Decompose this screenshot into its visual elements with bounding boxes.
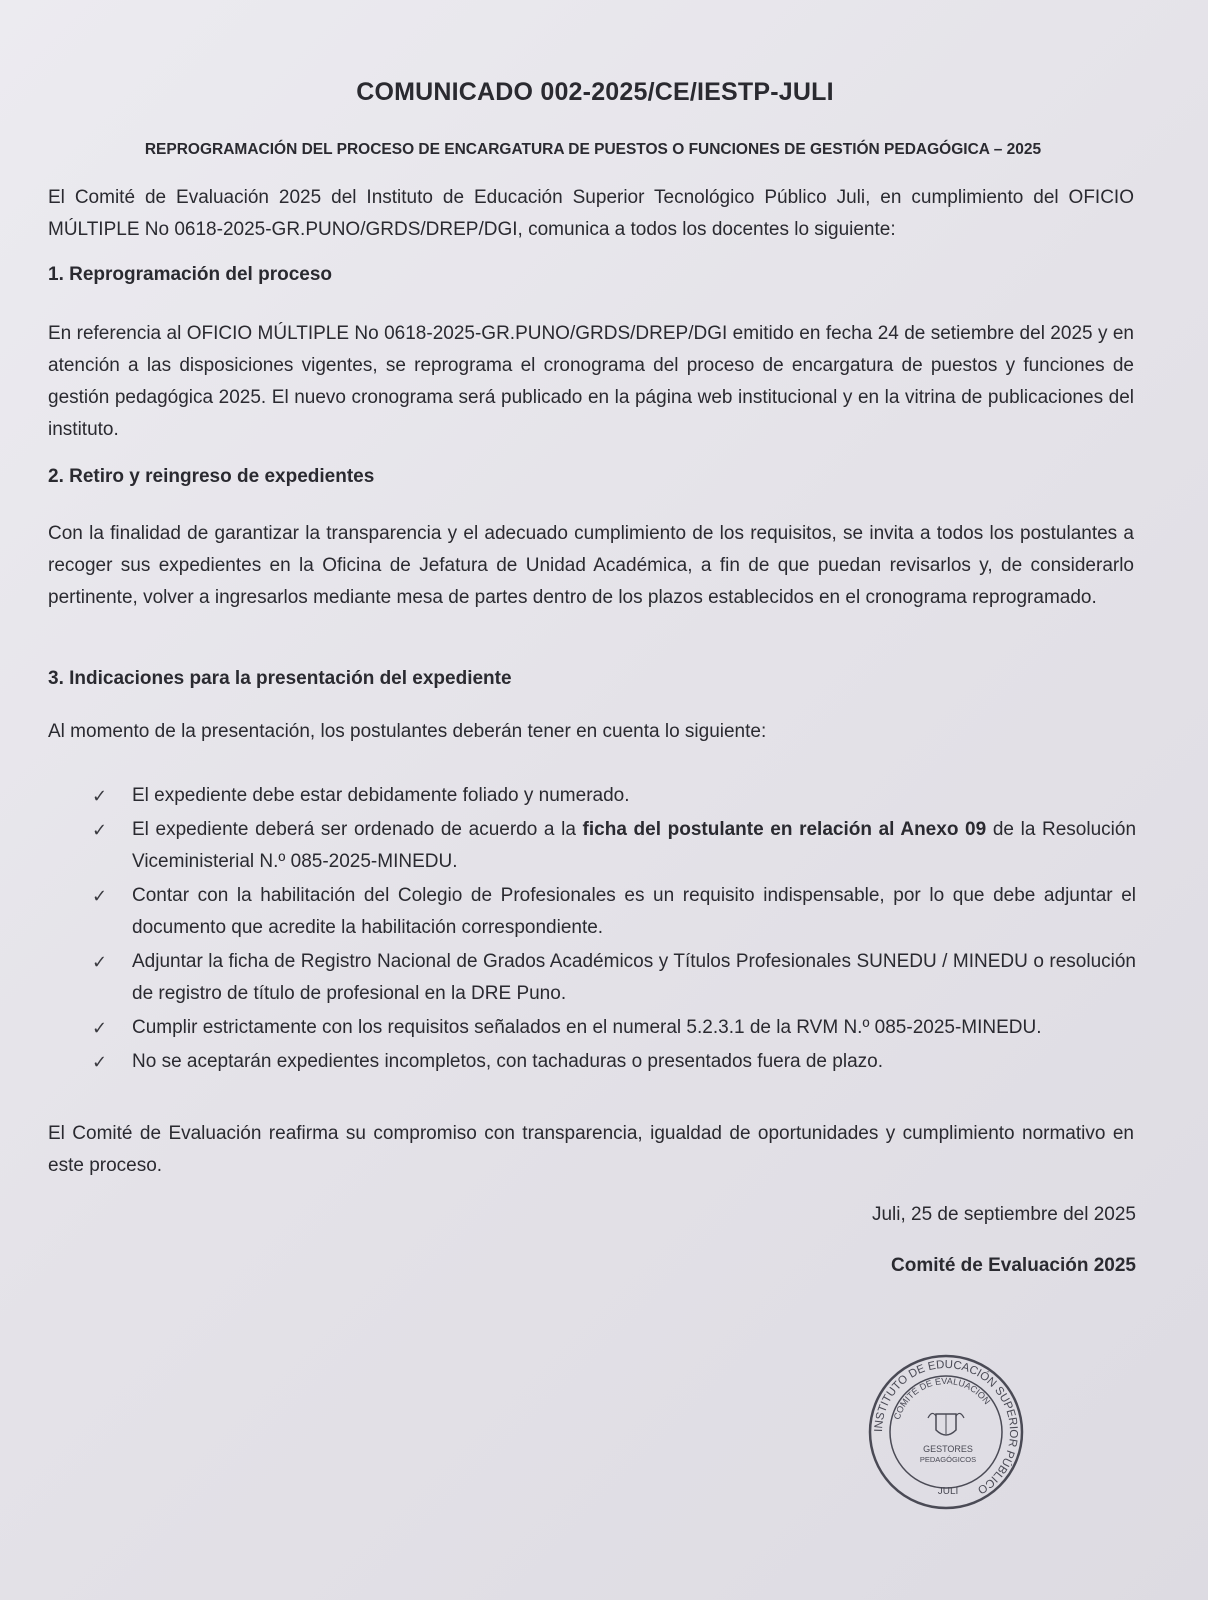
checkmark-icon: ✓ — [92, 1018, 108, 1038]
signature-line: Comité de Evaluación 2025 — [891, 1255, 1136, 1276]
checklist-item — [92, 946, 1136, 1010]
checklist-item-text-after: de la Resolución Viceministerial N.º 085-2025-MINEDU. — [132, 819, 1137, 872]
section-3-body: Al momento de la presentación, los postulantes deberán tener en cuenta lo siguiente: — [48, 721, 767, 742]
section-1-heading: 1. Reprogramación del proceso — [48, 264, 333, 285]
checklist-item — [92, 1012, 1136, 1044]
checklist-item-text: Cumplir estrictamente con los requisitos señalados en el numeral 5.2.3.1 de la RVM N.º 085-2025-MINEDU. — [132, 1017, 1042, 1038]
checkmark-icon: ✓ — [92, 886, 108, 906]
intro-paragraph: El Comité de Evaluación 2025 del Instituto de Educación Superior Tecnológico Público Juli, en cumplimiento del OFICIO MÚLTIPLE No 0618-2025-GR.PUNO/GRDS/DREP/DGI, comunica a todos los docentes lo siguiente: — [48, 187, 1134, 240]
checkmark-icon: ✓ — [92, 820, 108, 840]
seal-inner-text: COMITÉ DE EVALUACIÓN — [891, 1375, 993, 1421]
checklist-item — [92, 814, 1136, 878]
checklist-item — [92, 780, 1136, 812]
section-2-body: Con la finalidad de garantizar la transparencia y el adecuado cumplimiento de los requisitos, se invita a todos los postulantes a recoger sus expedientes en la Oficina de Jefatura de Unidad Académica, a fin de que puedan revisarlos y, de considerarlo pertinente, volver a ingresarlos mediante mesa de partes dentro de los plazos establecidos en el cronograma reprogramado. — [48, 523, 1134, 608]
document-date: Juli, 25 de septiembre del 2025 — [871, 1204, 1136, 1225]
checklist-item-text: Adjuntar la ficha de Registro Nacional de Grados Académicos y Títulos Profesionales SUNEDU / MINEDU o resolución de registro de título de profesional en la DRE Puno. — [132, 951, 1136, 1004]
requirements-checklist — [92, 780, 1136, 1078]
seal-center-line2: PEDAGÓGICOS — [919, 1455, 977, 1464]
checklist-item — [92, 880, 1136, 944]
section-1-body: En referencia al OFICIO MÚLTIPLE No 0618-2025-GR.PUNO/GRDS/DREP/DGI emitido en fecha 24 de setiembre del 2025 y en atención a las disposiciones vigentes, se reprograma el cronograma del proceso de encargatura de puestos y funciones de gestión pedagógica 2025. El nuevo cronograma será publicado en la página web institucional y en la vitrina de publicaciones del instituto. — [48, 323, 1134, 440]
section-3-heading: 3. Indicaciones para la presentación del expediente — [48, 668, 512, 689]
checklist-item-text: Contar con la habilitación del Colegio de Profesionales es un requisito indispensable, por lo que debe adjuntar el documento que acredite la habilitación correspondiente. — [132, 885, 1136, 938]
closing-paragraph: El Comité de Evaluación reafirma su compromiso con transparencia, igualdad de oportunidades y cumplimiento normativo en este proceso. — [48, 1123, 1134, 1176]
checkmark-icon: ✓ — [92, 952, 108, 972]
seal-center-line1: GESTORES — [923, 1444, 973, 1454]
section-2-heading: 2. Retiro y reingreso de expedientes — [48, 466, 375, 487]
checklist-item-bold-text: ficha del postulante en relación al Anexo 09 — [582, 819, 987, 840]
document-title: COMUNICADO 002-2025/CE/IESTP-JULI — [356, 78, 834, 106]
seal-outer-text: INSTITUTO DE EDUCACIÓN SUPERIOR PÚBLICO — [872, 1358, 1020, 1496]
coat-of-arms-icon — [928, 1413, 964, 1435]
seal-bottom-text: JULI — [937, 1486, 959, 1497]
checkmark-icon: ✓ — [92, 786, 108, 806]
checkmark-icon: ✓ — [92, 1052, 108, 1072]
checklist-item-text: El expediente deberá ser ordenado de acuerdo a la — [132, 819, 583, 840]
institution-seal — [866, 1352, 1026, 1512]
checklist-item-text: El expediente debe estar debidamente foliado y numerado. — [132, 785, 630, 806]
checklist-item — [92, 1046, 1136, 1078]
document-subtitle: REPROGRAMACIÓN DEL PROCESO DE ENCARGATURA DE PUESTOS O FUNCIONES DE GESTIÓN PEDAGÓGICA – 2025 — [144, 141, 1042, 158]
checklist-item-text: No se aceptarán expedientes incompletos, con tachaduras o presentados fuera de plazo. — [132, 1051, 883, 1072]
